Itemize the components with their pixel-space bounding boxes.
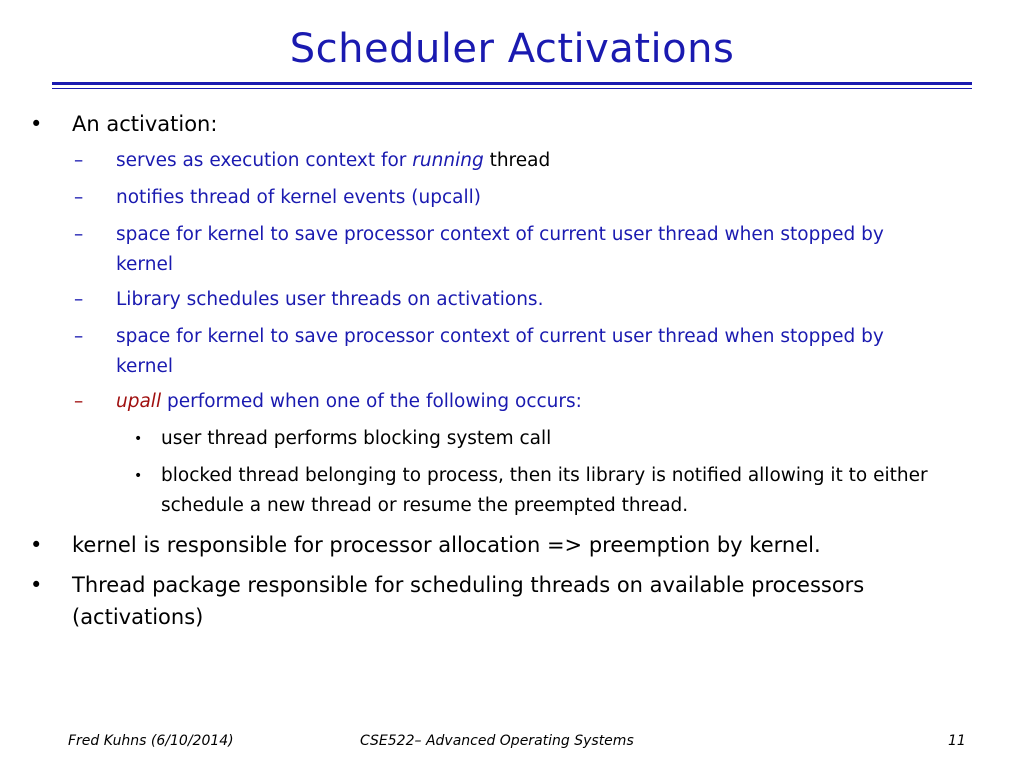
sub-bullet-emphasis-upall: upall	[116, 391, 162, 412]
bullet-marker: •	[134, 431, 143, 447]
bullet-marker: •	[30, 533, 43, 557]
slide-body	[30, 108, 930, 639]
title-rule-thin	[52, 88, 972, 89]
sub-bullet-text: performed when one of the following occurs:	[161, 391, 582, 412]
sub-bullet-text: space for kernel to save processor context of current user thread when stopped by kernel	[116, 224, 884, 275]
sub-sub-bullet-text: user thread performs blocking system call	[161, 428, 552, 449]
sub-bullet-text: notifies thread of kernel events (upcall)	[116, 187, 481, 208]
bullet-text: Thread package responsible for scheduling threads on available processors (activations)	[72, 573, 865, 629]
sub-bullet-execution-context	[30, 146, 930, 176]
dash-marker: –	[74, 391, 84, 412]
sub-bullet-upall	[30, 387, 930, 417]
dash-marker: –	[74, 289, 84, 310]
sub-bullet-upcall	[30, 183, 930, 213]
sub-sub-bullet-text: blocked thread belonging to process, then its library is notified allowing it to either schedule a new thread or resume the preempted thread.	[161, 465, 928, 516]
bullet-marker: •	[30, 573, 43, 597]
sub-bullet-save-context-1	[30, 220, 930, 280]
bullet-text: An activation:	[72, 112, 218, 136]
sub-bullet-library-schedules	[30, 285, 930, 315]
sub-bullet-text: serves as execution context for	[116, 150, 413, 171]
sub-bullet-text: Library schedules user threads on activations.	[116, 289, 544, 310]
sub-bullet-text: space for kernel to save processor context of current user thread when stopped by kernel	[116, 326, 884, 377]
sub-bullet-emphasis-running: running	[412, 150, 484, 171]
footer-author: Fred Kuhns (6/10/2014)	[68, 733, 234, 749]
dash-marker: –	[74, 326, 84, 347]
sub-sub-bullet-blocking-call	[30, 424, 930, 454]
dash-marker: –	[74, 187, 84, 208]
bullet-thread-package	[30, 569, 930, 633]
title-rule-thick	[52, 82, 972, 85]
slide-title: Scheduler Activations	[289, 26, 735, 72]
dash-marker: –	[74, 150, 84, 171]
bullet-marker: •	[134, 468, 143, 484]
footer-page-number: 11	[948, 733, 966, 749]
bullet-kernel-responsible	[30, 529, 930, 561]
sub-bullet-text-end: thread	[483, 150, 551, 171]
bullet-marker: •	[30, 112, 43, 136]
footer-course: CSE522– Advanced Operating Systems	[360, 733, 634, 749]
dash-marker: –	[74, 224, 84, 245]
sub-bullet-save-context-2	[30, 322, 930, 382]
bullet-an-activation	[30, 108, 930, 140]
bullet-text: kernel is responsible for processor allocation => preemption by kernel.	[72, 533, 821, 557]
sub-sub-bullet-blocked-thread	[30, 461, 930, 521]
